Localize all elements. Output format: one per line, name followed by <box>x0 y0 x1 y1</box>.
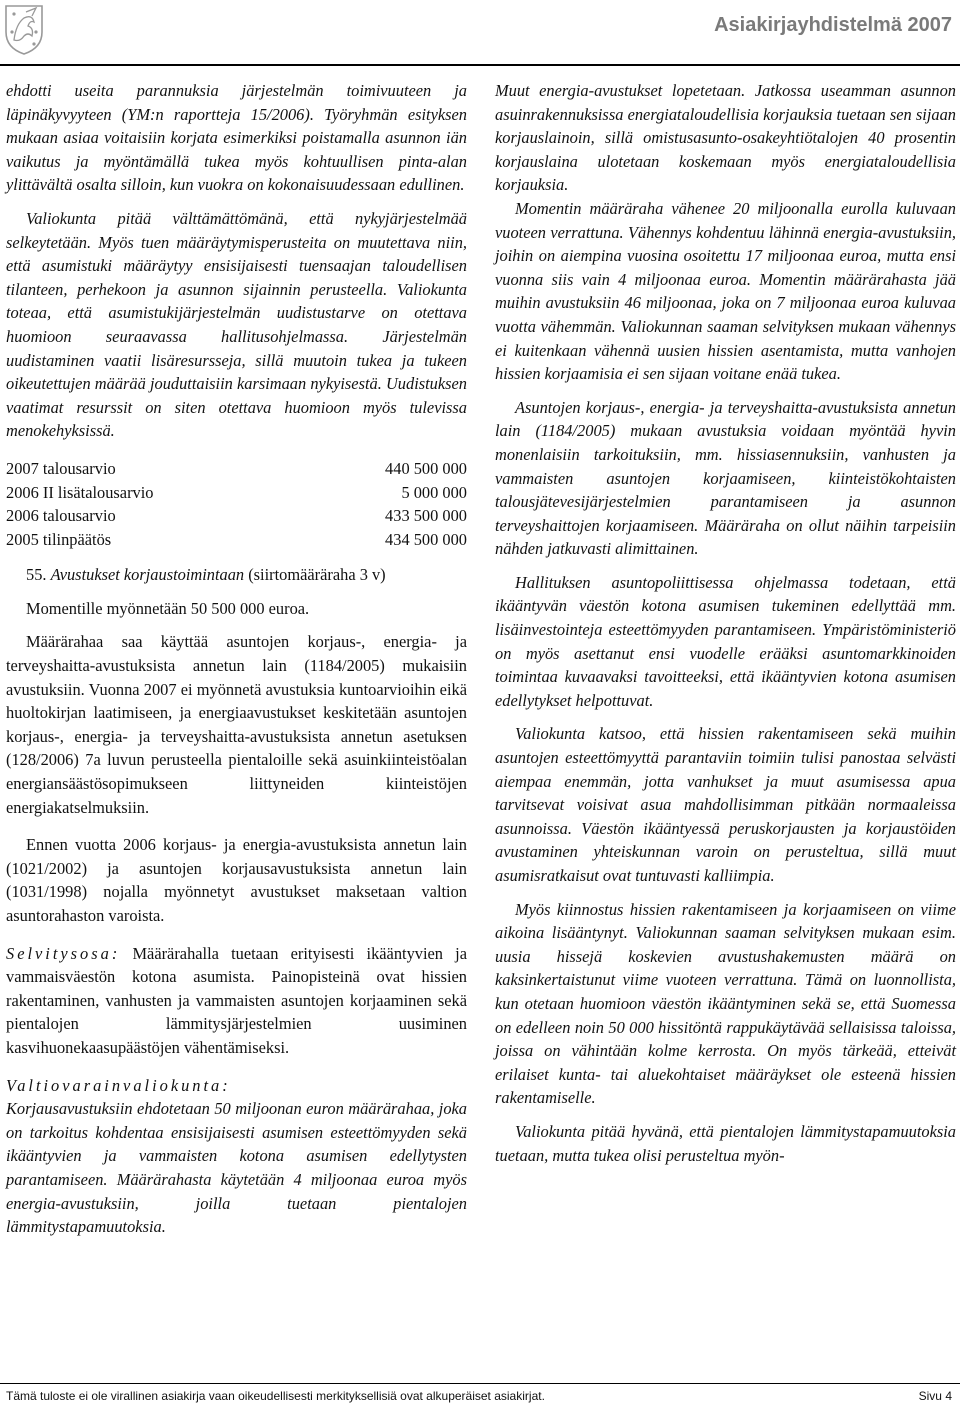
left-paragraph-4: Määrärahaa saa käyttää asuntojen korjaus-, energia- ja terveyshaitta-avustuksista annetun lain (1184/2005) mukaisiin avustuksiin. Vuonna 2007 ei myönnetä avustuksia kuntoarvioihin eikä huoltokirjan laatimiseen, ja energiaavustukset keskitetään asuntojen korjaus-, energia- ja terveyshaitta-avustuksista annetun asetuksen (128/2006) 7a luvun perusteella pientaloille sekä asuinkiinteistöalan energiansäästösopimukseen liittyneiden kiinteistöjen energiakatselmuksiin. <box>6 632 467 817</box>
item-55-heading <box>6 563 467 587</box>
right-paragraph-2: Momentin määräraha vähenee 20 miljoonalla eurolla kuluvaan vuoteen verrattuna. Vähennys kohdentuu lähinnä energia-avustuksiin, joihin on aiempina vuosina osoitettu 17 miljoonaa euroa, mutta ensi vuonna siis vain 4 miljoonaa euroa. Momentin määrärahasta jää muihin avustuksiin 46 miljoonaa, joka on 7 miljoonaa euroa kuluvaa vuotta vähemmän. Valiokunnan saaman selvityksen mukaan vähennys ei kuitenkaan vähennä uusien hissien asentamista, mutta vanhojen hissien korjaamisia ei sen sijaan voitane enää tukea. <box>495 198 956 384</box>
right-paragraph-4: Hallituksen asuntopoliittisessa ohjelmassa todetaan, että ikääntyvän väestön kotona asumisen tukeminen edellyttää mm. lisäinvestointeja esteettömyyden parantamiseen. Ympäristöministeriö on myös asettanut ensi vuodelle erääksi asuntomarkkinoiden toimintaa kuvaavaksi tavoitteeksi, että ikääntyvien kotona asumisen edellytykset helpottuvat. <box>495 572 956 710</box>
table-row <box>6 457 467 481</box>
right-paragraph-7: Valiokunta pitää hyvänä, että pientalojen lämmitystapamuutoksia tuetaan, mutta tukea olisi perusteltua myön- <box>495 1121 956 1165</box>
coat-of-arms-icon <box>2 2 46 56</box>
budget-amount: 440 500 000 <box>385 458 467 478</box>
budget-amount: 433 500 000 <box>385 506 467 526</box>
right-column <box>495 79 956 1167</box>
left-column <box>6 79 467 1239</box>
selvitysosa-paragraph <box>6 942 467 1060</box>
header-rule <box>0 64 960 66</box>
selvitysosa-label: Selvitysosa: <box>6 943 121 963</box>
item-suffix: (siirtomääräraha 3 v) <box>244 565 386 585</box>
committee-paragraph: Korjausavustuksiin ehdotetaan 50 miljoonan euron määrärahaa, joka on tarkoitus kohdentaa ensisijaisesti asumisen esteettömyyden sekä ikääntyvien ja vammaisten kotona asumisen edellytysten parantamiseen. Määrärahasta käytetään 4 miljoonaa euroa myös energia-avustuksiin, joilla tuetaan pientalojen lämmitystapamuutoksia. <box>6 1099 467 1237</box>
left-paragraph-2: Valiokunta pitää välttämättömänä, että nykyjärjestelmää selkeytetään. Myös tuen määräytymisperusteita on muutettava niin, että asumistuki määräytyy ensisijaisesti tuensaajan taloudellisen tilanteen, perhekoon ja asunnon sijainnin perusteella. Valiokunta toteaa, että asumistukijärjestelmän uudistustarve on otettava huomioon seuraavassa hallitusohjelmassa. Järjestelmän uudistaminen vaatii lisäresursseja, sillä muutoin tukea ja tukeen oikeutettujen määrää jouduttaisiin karsimaan nykyisestä. Uudistuksen vaatimat resurssit on siten otettava huomioon myös tulevissa menokehyksissä. <box>6 208 467 441</box>
budget-label: 2006 II lisätalousarvio <box>6 482 154 502</box>
table-row <box>6 528 467 552</box>
right-paragraph-6: Myös kiinnostus hissien rakentamiseen ja korjaamiseen on viime aikoina lisääntynyt. Valiokunnan saaman selvityksen mukaan esim. uusia hissejä koskevien avustushakemusten määrä on kaksinkertaistunut viime vuoteen verrattuna. Tämä on luonnollista, kun otetaan huomioon väestön ikääntyminen sekä se, että Suomessa on edelleen noin 50 000 hissitöntä rappukäytävää sellaisissa taloissa, joissa on vähintään kolme kerrosta. On myös tärkeää, etteivät erilaiset kunta- tai aluekohtaiset määräykset ole esteenä hissien rakentamiselle. <box>495 899 956 1108</box>
left-paragraph-3: Momentille myönnetään 50 500 000 euroa. <box>26 598 310 618</box>
right-paragraph-1: Muut energia-avustukset lopetetaan. Jatkossa useamman asunnon asuinrakennuksissa energiataloudellisia korjauksia tuetaan sen sijaan korjauslainoin, sillä omistusasunto-osakeyhtiötalojen 40 prosentin korjauslaina ulotetaan koskemaan myös energiataloudellisia korjauksia. <box>495 81 956 195</box>
item-title: Avustukset korjaustoimintaan <box>50 565 245 585</box>
budget-table <box>6 457 467 551</box>
right-paragraph-3: Asuntojen korjaus-, energia- ja terveyshaitta-avustuksista annetun lain (1184/2005) mukaan avustuksia voidaan myöntää hyvin monenlaisiin tarkoituksiin, mm. hissiasennuksiin, vanhusten ja vammaisten asuntojen korjaamiseen, kiinteistökohtaisten talousjätevesijärjestelmien parantamiseen ja asunnon terveyshaittojen korjaamiseen. Määräraha on ollut näihin tarpeisiin nähden jatkuvasti alimittainen. <box>495 397 956 559</box>
budget-label: 2007 talousarvio <box>6 458 116 478</box>
budget-amount: 5 000 000 <box>401 482 467 502</box>
footer-disclaimer: Tämä tuloste ei ole virallinen asiakirja vaan oikeudellisesti merkityksellisiä ovat alkuperäiset asiakirjat. <box>6 1389 545 1403</box>
selvitysosa-text: Määrärahalla tuetaan erityisesti ikääntyvien ja vammaisväestön kotona asumista. Painopisteinä ovat hissien rakentaminen, vanhusten ja vammaisten asuntojen korjaaminen sekä pientalojen lämmitysjärjestelmien uusiminen kasvihuonekaasupäästöjen vähentämiseksi. <box>6 943 467 1057</box>
budget-label: 2005 tilinpäätös <box>6 529 112 549</box>
left-paragraph-1: ehdotti useita parannuksia järjestelmän toimivuuteen ja läpinäkyvyyteen (YM:n raportteja 15/2006). Työryhmän esityksen mukaan asiaa voitaisiin korjata esimerkiksi poistamalla asunnon iän vaikutus ja myöntämällä tukea myös kohtuullisen pinta-alan ylittävältä osalta silloin, kun vuokra on kokonaisuudessaan edullinen. <box>6 81 467 195</box>
document-title: Asiakirjayhdistelmä 2007 <box>714 14 952 36</box>
committee-label: Valtiovarainvaliokunta: <box>6 1075 231 1095</box>
page-footer <box>6 1389 952 1403</box>
page-number: Sivu 4 <box>918 1389 952 1403</box>
budget-amount: 434 500 000 <box>385 529 467 549</box>
budget-label: 2006 talousarvio <box>6 506 116 526</box>
page-header <box>0 0 960 70</box>
item-number: 55. <box>26 565 47 585</box>
right-paragraph-5: Valiokunta katsoo, että hissien rakentamiseen sekä muihin asuntojen esteettömyyttä parantaviin toimiin tulisi panostaa selvästi aiempaa enemmän, jotta vanhukset ja muut asumisessa apua tarvitsevat voisivat asua mahdollisimman pitkään normaaleissa asunnoissa. Väestön ikääntyessä peruskorjausten ja korjaustöiden avustaminen yhteiskunnan varoin on perusteltua, sillä muut asumisratkaisut ovat tuntuvasti kalliimpia. <box>495 724 956 885</box>
table-row <box>6 481 467 505</box>
footer-rule <box>0 1383 960 1384</box>
left-paragraph-5: Ennen vuotta 2006 korjaus- ja energia-avustuksista annetun lain (1021/2002) ja asuntojen korjausavustuksista annetun lain (1031/1998) nojalla myönnetyt avustukset maksetaan valtion asuntorahaston varoista. <box>6 835 467 925</box>
table-row <box>6 504 467 528</box>
